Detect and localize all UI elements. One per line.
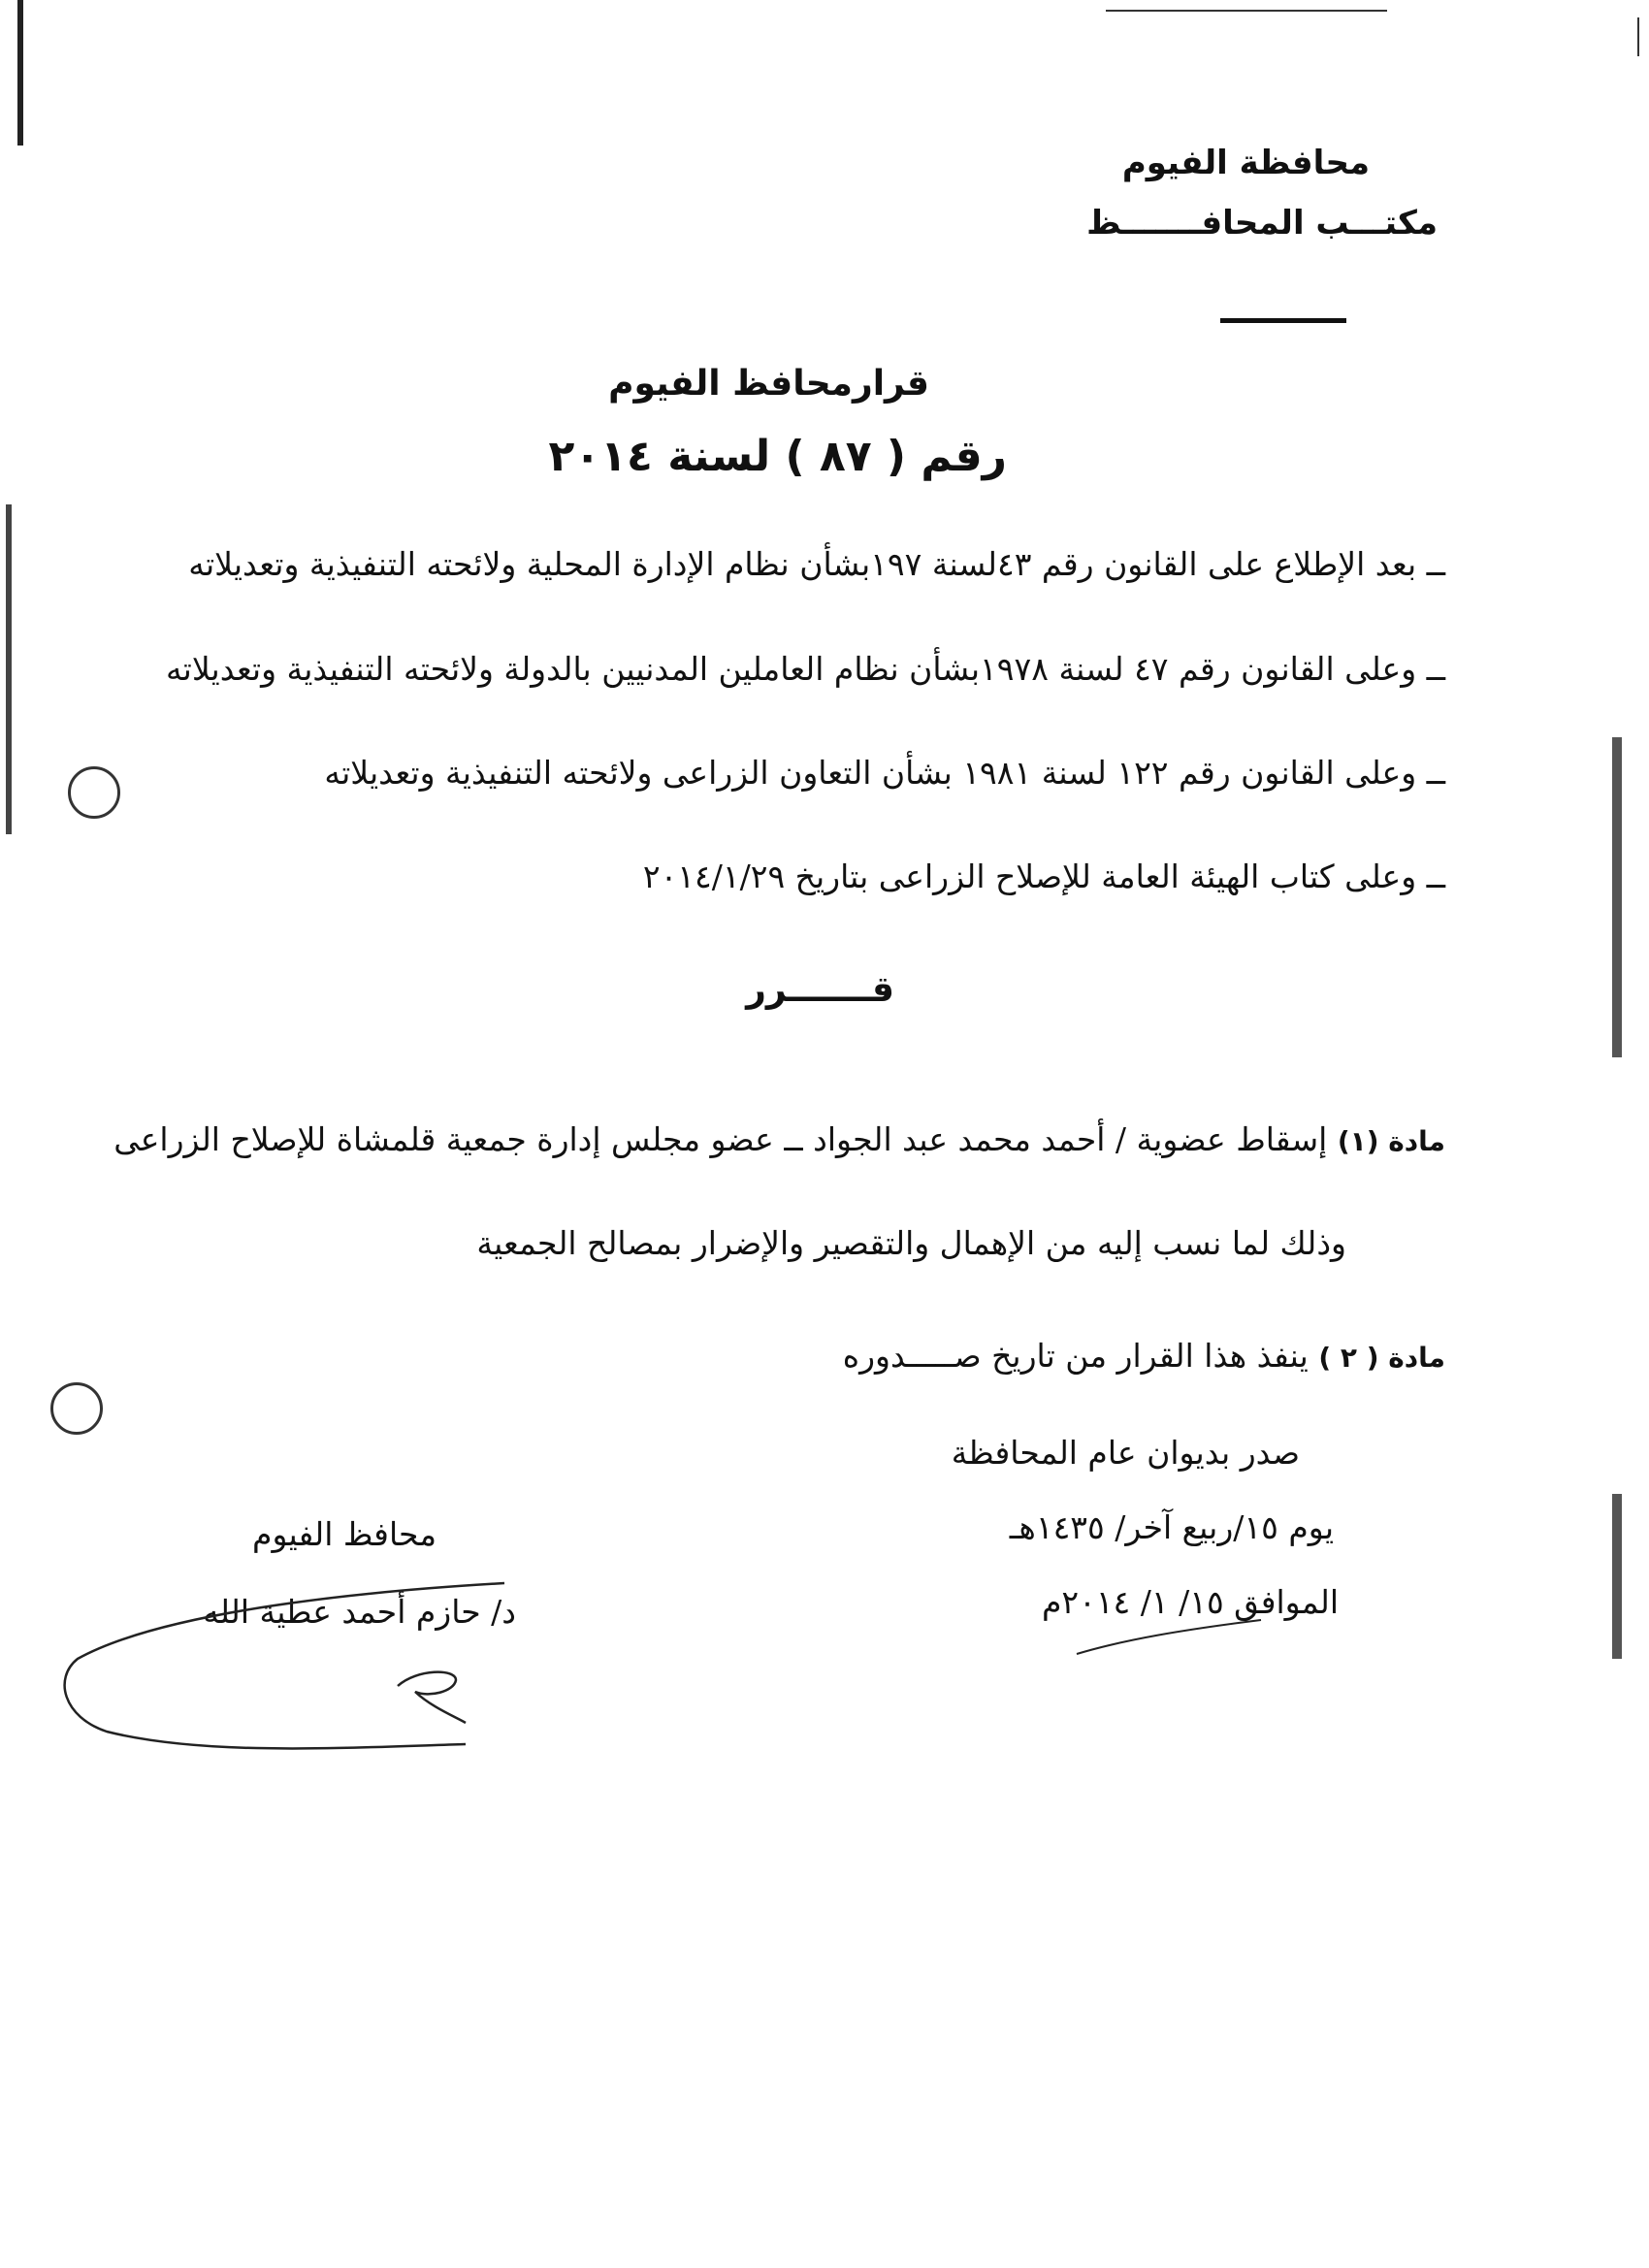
top-rule xyxy=(1106,10,1387,12)
decree-title: قرارمحافظ الفيوم xyxy=(608,364,929,404)
signatory-name: د/ حازم أحمد عطية الله xyxy=(203,1593,516,1631)
article-1-continuation: وذلك لما نسب إليه من الإهمال والتقصير والإضرار بمصالح الجمعية xyxy=(476,1224,1346,1262)
header-divider xyxy=(1220,318,1346,323)
article-2-label: مادة ( ٢ ) xyxy=(1318,1342,1445,1374)
preamble-line-2: ــ وعلى القانون رقم ٤٧ لسنة ١٩٧٨بشأن نظام العاملين المدنيين بالدولة ولائحته التنفيذية وتعديلاته xyxy=(165,650,1445,688)
right-scan-mark-middle xyxy=(1612,737,1622,1057)
top-right-corner-mark xyxy=(1637,17,1639,56)
left-scan-mark-middle xyxy=(6,504,12,834)
left-scan-mark-top xyxy=(17,0,23,146)
article-2-text: ينفذ هذا القرار من تاريخ صـــــدوره xyxy=(842,1337,1309,1375)
hijri-date: يوم ١٥/ربيع آخر/ ١٤٣٥هـ xyxy=(1009,1508,1334,1546)
article-2 xyxy=(843,1337,1445,1375)
decree-number: رقم ( ٨٧ ) لسنة ٢٠١٤ xyxy=(548,432,1007,481)
preamble-line-4: ــ وعلى كتاب الهيئة العامة للإصلاح الزراعى بتاريخ ٢٠١٤/١/٢٩ xyxy=(642,858,1445,895)
punch-hole-upper xyxy=(68,766,120,819)
issued-at-line: صدر بديوان عام المحافظة xyxy=(951,1434,1300,1472)
governorate-name: محافظة الفيوم xyxy=(1121,144,1370,182)
article-1-text: إسقاط عضوية / أحمد محمد عبد الجواد ــ عضو مجلس إدارة جمعية قلمشاة للإصلاح الزراعى xyxy=(113,1120,1328,1158)
date-handwriting-flourish xyxy=(1067,1601,1319,1669)
punch-hole-lower xyxy=(50,1382,103,1435)
article-1-label: مادة (١) xyxy=(1337,1125,1445,1157)
governor-office: مكتـــب المحافـــــــظ xyxy=(1086,204,1438,243)
handwritten-signature xyxy=(48,1571,553,1756)
decision-heading: قـــــــرر xyxy=(746,970,894,1010)
article-1 xyxy=(113,1120,1445,1158)
preamble-line-3: ــ وعلى القانون رقم ١٢٢ لسنة ١٩٨١ بشأن التعاون الزراعى ولائحته التنفيذية وتعديلاته xyxy=(324,754,1445,792)
right-scan-mark-lower xyxy=(1612,1494,1622,1659)
signatory-title: محافظ الفيوم xyxy=(252,1515,436,1553)
gregorian-date: الموافق ١٥/ ١/ ٢٠١٤م xyxy=(1041,1583,1339,1621)
preamble-line-1: ــ بعد الإطلاع على القانون رقم ٤٣لسنة ١٩٧بشأن نظام الإدارة المحلية ولائحته التنفيذية وتعديلاته xyxy=(188,545,1445,583)
